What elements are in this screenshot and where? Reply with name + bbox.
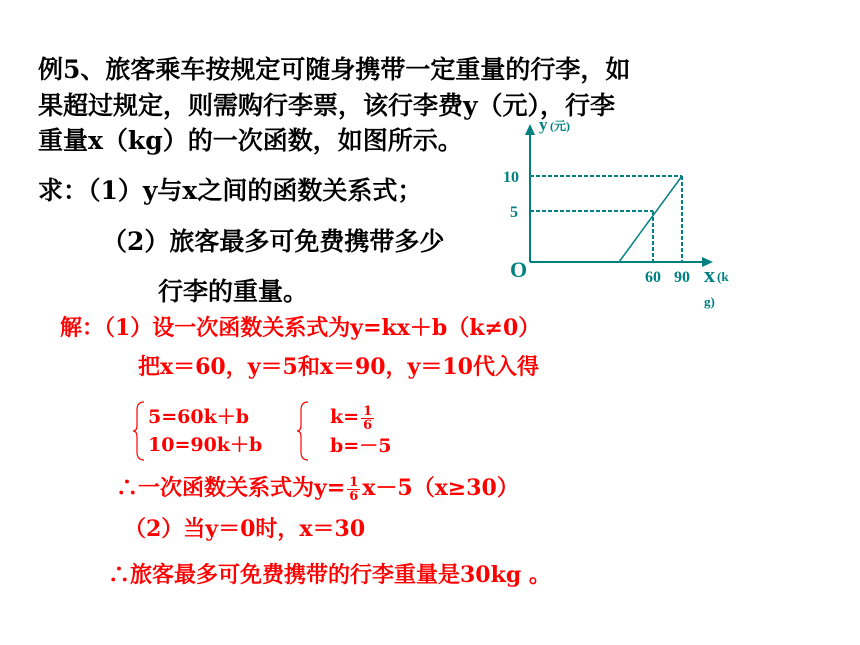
- k-prefix: k=: [330, 406, 360, 428]
- problem-line-3: 重量x（kg）的一次函数，如图所示。: [38, 126, 463, 155]
- x-axis-label: x: [704, 262, 715, 287]
- function-line: [619, 176, 682, 262]
- k-fraction: [361, 405, 374, 432]
- y-axis-arrow: [525, 124, 535, 135]
- problem-line-2: 果超过规定，则需购行李票，该行李费y（元），行李: [38, 91, 616, 120]
- y-axis-label: y: [539, 115, 548, 134]
- origin-label: O: [510, 257, 528, 282]
- right-brace-icon: [296, 400, 310, 462]
- problem-line-1: 例5、旅客乘车按规定可随身携带一定重量的行李，如: [38, 55, 631, 84]
- equation-system: [148, 403, 262, 459]
- problem-question-1: 求：（1）y与x之间的函数关系式；: [38, 176, 423, 205]
- solution-step-3: [116, 471, 519, 503]
- b-value: b=－5: [330, 434, 392, 457]
- y-tick-5: 5: [510, 204, 518, 221]
- k-numerator: 1: [363, 403, 373, 419]
- step3-numerator: 1: [349, 474, 359, 490]
- problem-question-2-cont: 行李的重量。: [158, 277, 309, 306]
- solution-conclusion: ∴旅客最多可免费携带的行李重量是30kg 。: [108, 562, 551, 588]
- step3-denominator: 6: [349, 488, 359, 504]
- step3-fraction: [347, 476, 360, 503]
- solution-values: [330, 403, 391, 460]
- solution-step-2: 把x＝60，y＝5和x＝90，y＝10代入得: [138, 354, 539, 380]
- x-tick-90: 90: [674, 269, 690, 286]
- solution-step-1: 解：（1）设一次函数关系式为y=kx＋b（k≠0）: [60, 315, 541, 341]
- k-denominator: 6: [363, 417, 373, 433]
- y-tick-10: 10: [503, 169, 519, 186]
- equation-2: 10=90k＋b: [148, 434, 263, 456]
- step3-prefix: ∴一次函数关系式为y=: [116, 475, 346, 501]
- equation-1: 5=60k＋b: [148, 406, 250, 428]
- function-graph: [495, 110, 745, 310]
- left-brace-icon: [132, 400, 146, 462]
- step3-suffix: x－5（x≥30）: [362, 475, 519, 501]
- x-axis-unit-b: g): [704, 294, 715, 309]
- y-axis-unit: (元): [550, 119, 570, 133]
- k-value: [330, 403, 391, 432]
- x-tick-60: 60: [645, 269, 661, 286]
- problem-question-2: （2）旅客最多可免费携带多少: [102, 227, 445, 256]
- x-axis-unit-a: (k: [717, 269, 729, 284]
- solution-step-4: （2）当y＝0时，x＝30: [124, 516, 366, 542]
